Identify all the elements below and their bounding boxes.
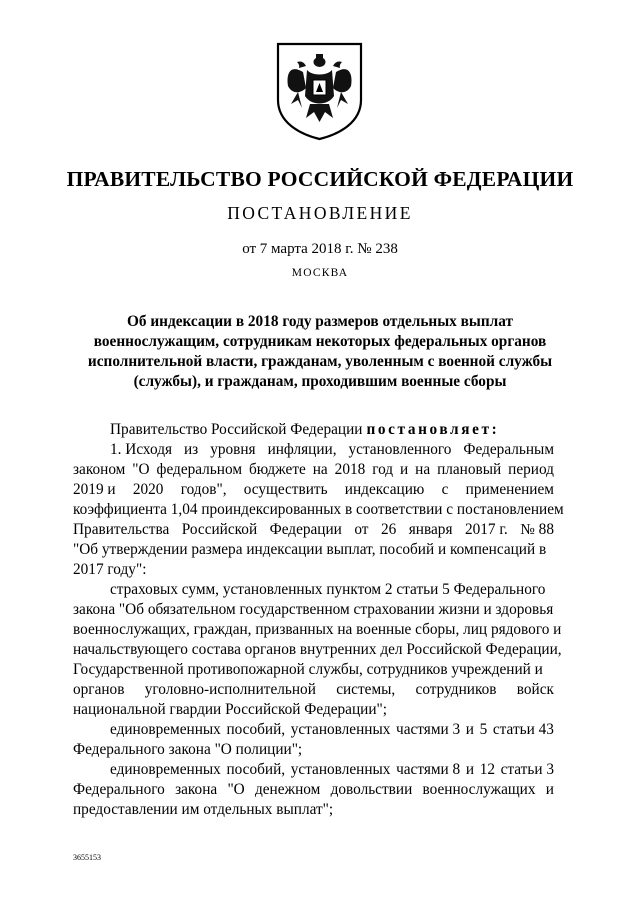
- title-line: исполнительной власти, гражданам, уволенным с военной службы: [87, 353, 553, 370]
- body-word: частями 8: [396, 761, 461, 778]
- body-word: Правительства: [73, 521, 170, 538]
- body-word: Федерального: [73, 781, 165, 798]
- body-line: [73, 580, 554, 600]
- body-word: сотрудников: [415, 681, 497, 698]
- body-word: индексацию: [344, 481, 425, 498]
- body-word: единовременных: [110, 721, 221, 738]
- body-word: системы,: [336, 681, 396, 698]
- body-line: [73, 600, 554, 620]
- body-word: год: [372, 461, 394, 478]
- body-line: [73, 500, 564, 520]
- body-word: № 88: [520, 521, 554, 538]
- body-word: осуществить: [243, 481, 328, 498]
- body-word: и: [400, 461, 409, 478]
- body-word: единовременных: [110, 761, 221, 778]
- body-word: начальствующего состава органов внутренних дел Российской Федерации,: [73, 641, 562, 658]
- body-word: и: [545, 781, 554, 798]
- state-emblem-icon: [276, 42, 363, 141]
- title-line: Об индексации в 2018 году размеров отдельных выплат: [126, 313, 514, 330]
- body-word: страховых сумм, установленных пунктом 2 статьи 5 Федерального: [110, 581, 546, 598]
- body-word: пособий,: [226, 761, 286, 778]
- body-line: [73, 760, 554, 780]
- preamble-verb: постановляет:: [366, 421, 500, 438]
- body-word: законом: [73, 461, 126, 478]
- body-word: от: [354, 521, 369, 538]
- body-word: 2017 году":: [73, 561, 147, 578]
- document-body: [73, 420, 564, 820]
- document-type: ПОСТАНОВЛЕНИЕ: [227, 203, 413, 223]
- body-word: 26: [380, 521, 397, 538]
- body-word: уровня: [210, 441, 256, 458]
- body-word: закона: [175, 781, 218, 798]
- document-title: [60, 312, 580, 392]
- body-line: [73, 560, 554, 580]
- body-word: 2018: [334, 461, 366, 478]
- body-line: [73, 740, 554, 760]
- body-word: национальной гвардии Российской Федерации";: [73, 701, 388, 718]
- body-word: войск: [516, 681, 554, 698]
- body-lines: [73, 440, 564, 820]
- body-word: Государственной противопожарной службы, сотрудников учреждений и: [73, 661, 543, 678]
- body-word: с: [441, 481, 449, 498]
- body-word: "Об утверждении размера индексации выплат, пособий и компенсаций в: [73, 541, 547, 558]
- body-word: бюджете: [248, 461, 306, 478]
- body-word: пособий,: [226, 721, 286, 738]
- body-word: Федеральным: [463, 441, 554, 458]
- body-line: [73, 620, 562, 640]
- body-word: "О: [227, 781, 245, 798]
- organization-name: ПРАВИТЕЛЬСТВО РОССИЙСКОЙ ФЕДЕРАЦИИ: [66, 167, 574, 191]
- body-word: 2019 и: [73, 481, 116, 498]
- body-line: [73, 780, 554, 800]
- body-word: и: [465, 721, 474, 738]
- body-word: из: [184, 441, 199, 458]
- body-word: на: [312, 461, 328, 478]
- body-word: коэффициента 1,04 проиндексированных в соответствии с постановлением: [73, 501, 564, 518]
- body-word: января: [408, 521, 453, 538]
- body-word: денежном: [254, 781, 321, 798]
- body-word: установленных: [290, 761, 391, 778]
- body-word: статьи 3: [500, 761, 554, 778]
- document-date-number: от 7 марта 2018 г. № 238: [242, 241, 398, 257]
- preamble: [73, 420, 554, 440]
- body-line: [73, 700, 554, 720]
- body-word: довольствии: [330, 781, 413, 798]
- preamble-text: Правительство Российской Федерации: [110, 421, 363, 438]
- body-word: период: [508, 461, 554, 478]
- title-line: военнослужащим, сотрудникам некоторых федеральных органов: [93, 333, 547, 350]
- document-code: 3655153: [73, 853, 101, 862]
- body-word: частями 3: [396, 721, 461, 738]
- body-word: федеральном: [156, 461, 243, 478]
- title-line: (службы), и гражданам, проходившим военные сборы: [133, 373, 507, 390]
- body-word: плановый: [437, 461, 502, 478]
- body-word: 12: [479, 761, 495, 778]
- body-word: уголовно-исполнительной: [144, 681, 316, 698]
- body-word: и: [465, 761, 475, 778]
- body-word: Федерального закона "О полиции";: [73, 741, 303, 758]
- body-line: [73, 520, 554, 540]
- body-word: установленного: [348, 441, 452, 458]
- body-word: 5: [479, 721, 488, 738]
- body-line: [73, 440, 554, 460]
- body-word: предоставлении им отдельных выплат";: [73, 801, 334, 818]
- body-word: закона "Об обязательном государственном страховании жизни и здоровья: [73, 601, 554, 618]
- body-word: органов: [73, 681, 125, 698]
- body-word: Российской: [181, 521, 258, 538]
- body-line: [73, 800, 554, 820]
- body-line: [73, 680, 554, 700]
- body-line: [73, 480, 554, 500]
- body-word: 2017 г.: [464, 521, 508, 538]
- body-word: Федерации: [269, 521, 342, 538]
- body-word: военнослужащих, граждан, призванных на военные сборы, лиц рядового и: [73, 621, 562, 638]
- body-line: [73, 460, 554, 480]
- body-word: установленных: [290, 721, 391, 738]
- body-word: годов",: [180, 481, 227, 498]
- body-word: на: [415, 461, 431, 478]
- body-word: 2020: [132, 481, 164, 498]
- document-city: МОСКВА: [291, 267, 349, 279]
- body-word: статьи 43: [492, 721, 554, 738]
- body-word: "О: [132, 461, 150, 478]
- body-line: [73, 540, 554, 560]
- body-word: 1. Исходя: [110, 441, 173, 458]
- body-word: инфляции,: [267, 441, 337, 458]
- body-word: применением: [465, 481, 554, 498]
- body-line: [73, 640, 562, 660]
- body-line: [73, 720, 554, 740]
- body-word: военнослужащих: [422, 781, 536, 798]
- body-line: [73, 660, 554, 680]
